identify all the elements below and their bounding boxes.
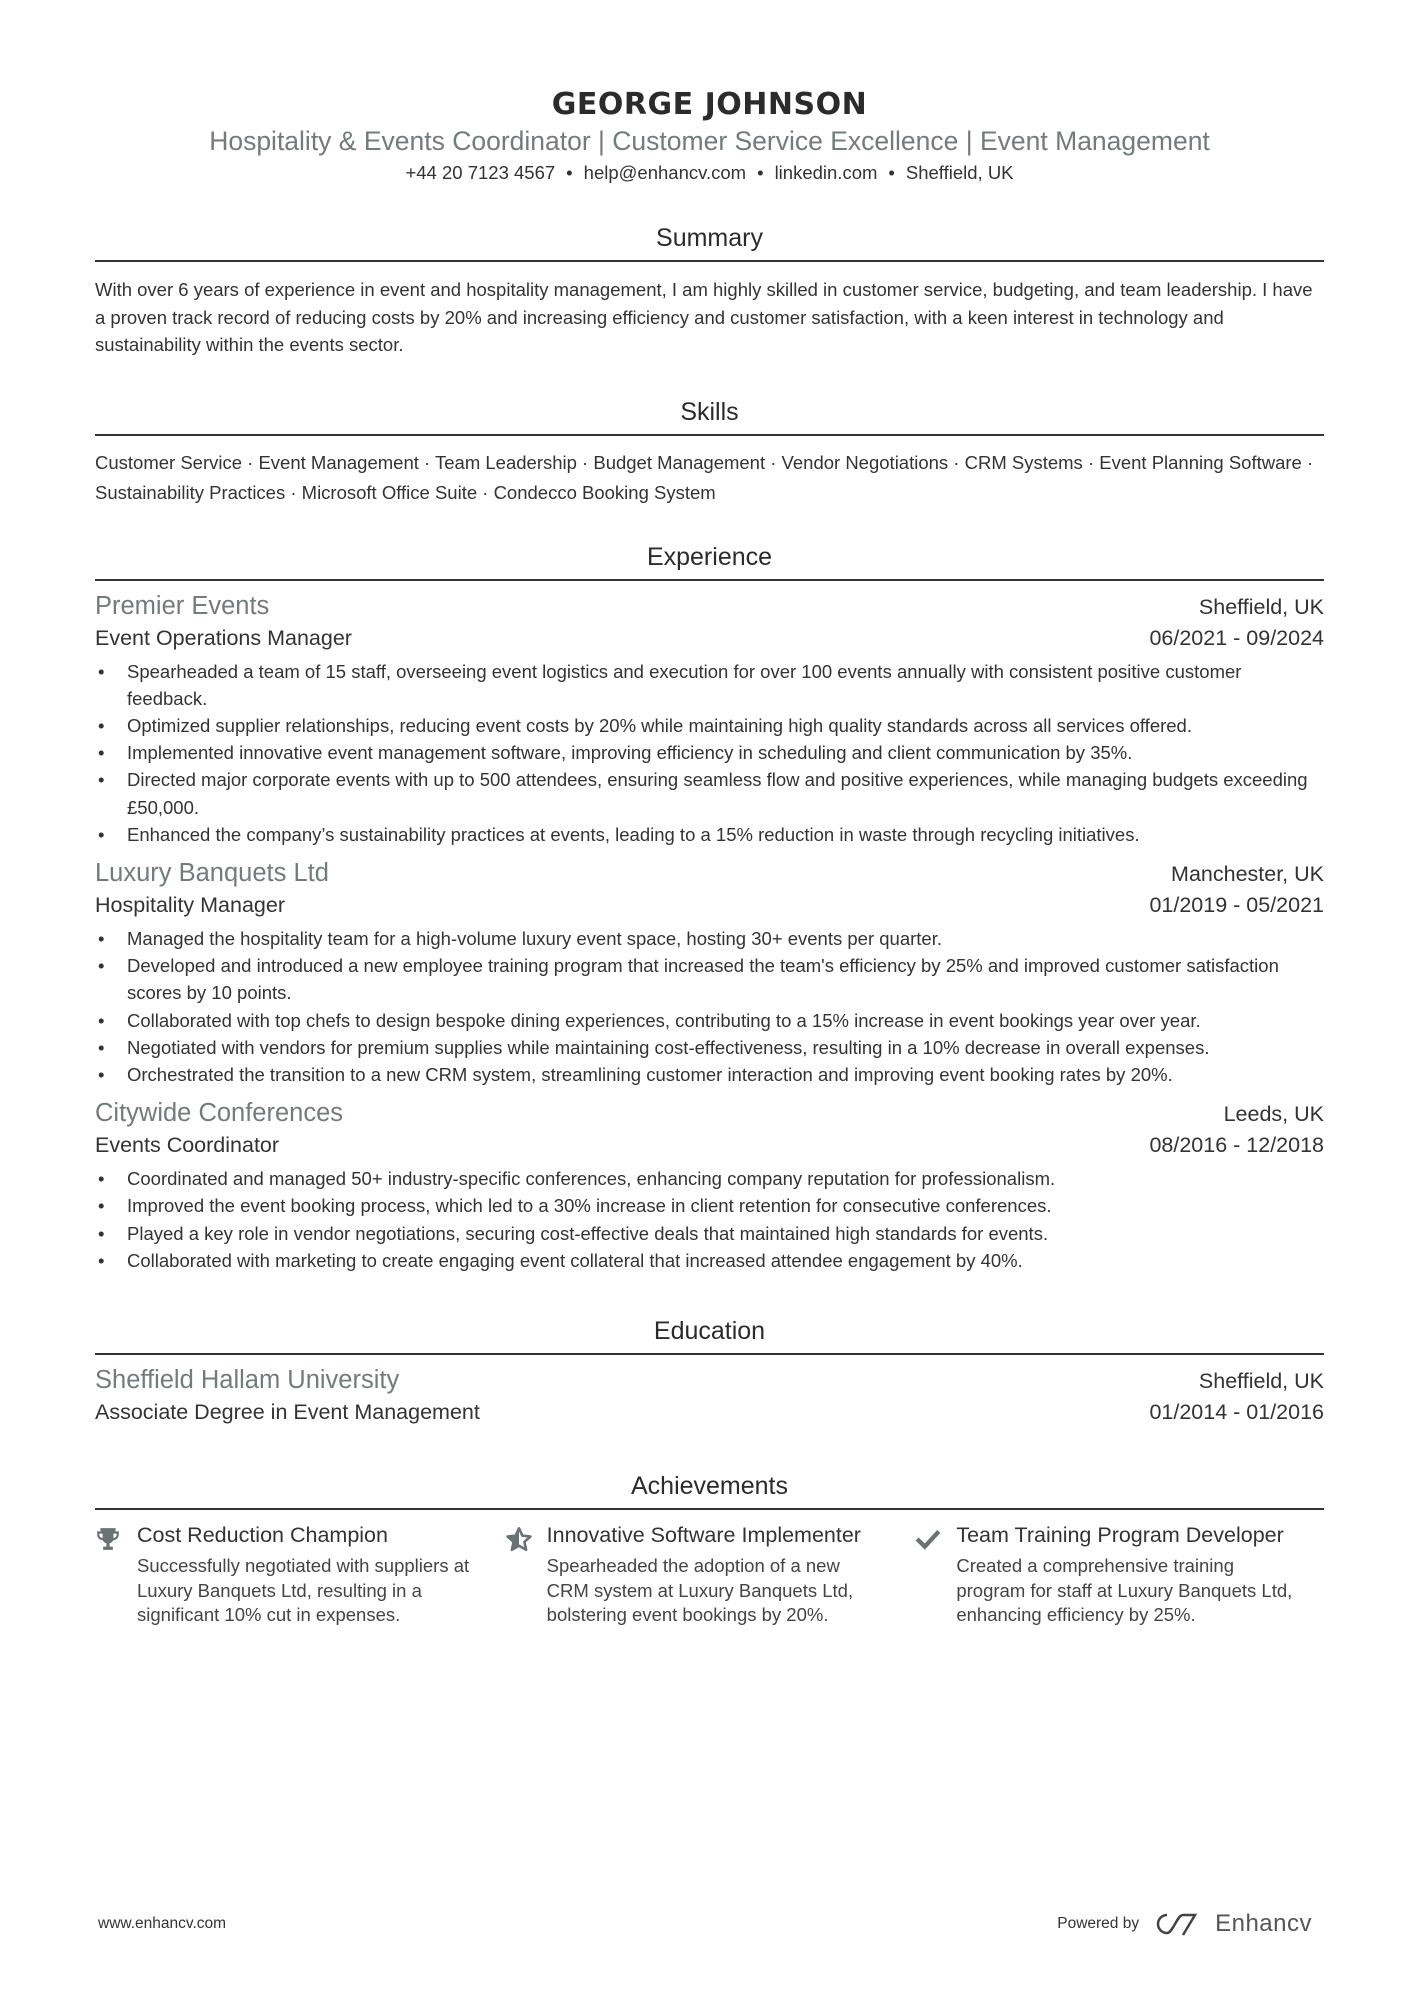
bullet-item: • Improved the event booking process, which led to a 30% increase in client retention for consecutive conferences.	[95, 1192, 1324, 1219]
bullet-item: • Directed major corporate events with up to 500 attendees, ensuring seamless flow and positive experiences, while managing budgets exceeding £50,000.	[95, 766, 1324, 820]
company-name: Citywide Conferences	[95, 1099, 344, 1128]
trophy-icon	[95, 1522, 137, 1628]
achievement-title: Innovative Software Implementer	[546, 1522, 861, 1547]
achievement-description: Spearheaded the adoption of a new CRM system at Luxury Banquets Ltd, bolstering event bookings by 20%.	[546, 1555, 854, 1626]
job-dates: 06/2021 - 09/2024	[1149, 625, 1324, 650]
linkedin-link[interactable]: linkedin.com	[774, 162, 878, 183]
achievement-description: Created a comprehensive training program for staff at Luxury Banquets Ltd, enhancing efficiency by 25%.	[956, 1555, 1293, 1626]
achievement-title: Cost Reduction Champion	[137, 1522, 388, 1547]
bullet-item: • Enhanced the company’s sustainability practices at events, leading to a 15% reduction in waste through recycling initiatives.	[95, 821, 1324, 848]
phone: +44 20 7123 4567	[405, 162, 556, 183]
location: Sheffield, UK	[905, 162, 1014, 183]
bullet-item: • Implemented innovative event management software, improving efficiency in scheduling and client communication by 35%.	[95, 739, 1324, 766]
separator: •	[566, 162, 573, 183]
check-icon	[914, 1522, 956, 1628]
bullet-item: • Managed the hospitality team for a high-volume luxury event space, hosting 30+ events per quarter.	[95, 925, 1324, 952]
achievement-item	[505, 1522, 915, 1628]
experience-list	[95, 589, 1324, 1274]
job-bullets	[95, 925, 1324, 1088]
resume	[95, 86, 1324, 1628]
job-dates: 01/2019 - 05/2021	[1149, 892, 1324, 917]
school-name: Sheffield Hallam University	[95, 1365, 400, 1394]
job-entry	[95, 1096, 1324, 1274]
separator: •	[757, 162, 764, 183]
job-title: Event Operations Manager	[95, 625, 352, 650]
job-entry	[95, 589, 1324, 848]
bullet-item: • Collaborated with top chefs to design bespoke dining experiences, contributing to a 15% increase in event bookings year over year.	[95, 1007, 1324, 1034]
job-dates: 08/2016 - 12/2018	[1149, 1133, 1324, 1158]
job-location: Leeds, UK	[1223, 1102, 1324, 1127]
bullet-item: • Negotiated with vendors for premium supplies while maintaining cost-effectiveness, resulting in a 10% decrease in overall expenses.	[95, 1034, 1324, 1061]
bullet-item: • Orchestrated the transition to a new CRM system, streamlining customer interaction and improving event booking rates by 20%.	[95, 1061, 1324, 1088]
star-icon	[505, 1522, 547, 1628]
bullet-item: • Collaborated with marketing to create engaging event collateral that increased attendee engagement by 40%.	[95, 1247, 1324, 1274]
achievements-list	[95, 1522, 1324, 1628]
achievement-item	[95, 1522, 505, 1628]
headline: Hospitality & Events Coordinator | Customer Service Excellence | Event Management	[209, 126, 1210, 156]
contact-line	[95, 160, 1324, 186]
bullet-item: • Played a key role in vendor negotiations, securing cost-effective deals that maintained high standards for events.	[95, 1220, 1324, 1247]
powered-by	[1057, 1910, 1312, 1938]
job-entry	[95, 856, 1324, 1088]
footer	[98, 1910, 1312, 1938]
achievement-item	[914, 1522, 1324, 1628]
summary-text: With over 6 years of experience in event and hospitality management, I am highly skilled in customer service, budgeting, and team leadership. I have a proven track record of reducing costs by 20% and increasing efficiency and customer satisfaction, with a keen interest in technology and sustainability within the events sector.	[95, 279, 1313, 355]
website-link[interactable]: www.enhancv.com	[98, 1915, 227, 1932]
section-heading-summary: Summary	[95, 223, 1324, 262]
powered-by-label: Powered by	[1057, 1915, 1140, 1932]
degree: Associate Degree in Event Management	[95, 1399, 480, 1424]
brand-name: Enhancv	[1215, 1910, 1312, 1937]
job-location: Sheffield, UK	[1198, 594, 1324, 619]
school-location: Sheffield, UK	[1198, 1368, 1324, 1393]
company-name: Luxury Banquets Ltd	[95, 858, 329, 887]
bullet-item: • Developed and introduced a new employee training program that increased the team's efficiency by 25% and improved customer satisfaction scores by 10 points.	[95, 952, 1324, 1006]
candidate-name: GEORGE JOHNSON	[551, 87, 868, 122]
job-bullets	[95, 658, 1324, 848]
company-name: Premier Events	[95, 591, 270, 620]
section-heading-achievements: Achievements	[95, 1471, 1324, 1510]
job-bullets	[95, 1165, 1324, 1274]
achievement-title: Team Training Program Developer	[956, 1522, 1284, 1547]
job-title: Hospitality Manager	[95, 892, 286, 917]
education-entry	[95, 1363, 1324, 1427]
skills-list: Customer Service · Event Management · Team Leadership · Budget Management · Vendor Negotiations · CRM Systems · Event Planning Software · Sustainability Practices · Microsoft Office Suite · Condecco Booking System	[95, 451, 1314, 503]
education-dates: 01/2014 - 01/2016	[1149, 1399, 1324, 1424]
bullet-item: • Optimized supplier relationships, reducing event costs by 20% while maintaining high quality standards across all services offered.	[95, 712, 1324, 739]
job-location: Manchester, UK	[1171, 861, 1324, 886]
email-link[interactable]: help@enhancv.com	[583, 162, 747, 183]
achievement-description: Successfully negotiated with suppliers at Luxury Banquets Ltd, resulting in a significant 10% cut in expenses.	[137, 1555, 470, 1626]
job-title: Events Coordinator	[95, 1133, 280, 1158]
bullet-item: • Spearheaded a team of 15 staff, overseeing event logistics and execution for over 100 events annually with consistent positive customer feedback.	[95, 658, 1324, 712]
section-heading-experience: Experience	[95, 542, 1324, 581]
enhancv-logo-icon	[1153, 1911, 1201, 1937]
section-heading-skills: Skills	[95, 397, 1324, 436]
section-heading-education: Education	[95, 1316, 1324, 1355]
separator: •	[888, 162, 895, 183]
bullet-item: • Coordinated and managed 50+ industry-specific conferences, enhancing company reputation for professionalism.	[95, 1165, 1324, 1192]
